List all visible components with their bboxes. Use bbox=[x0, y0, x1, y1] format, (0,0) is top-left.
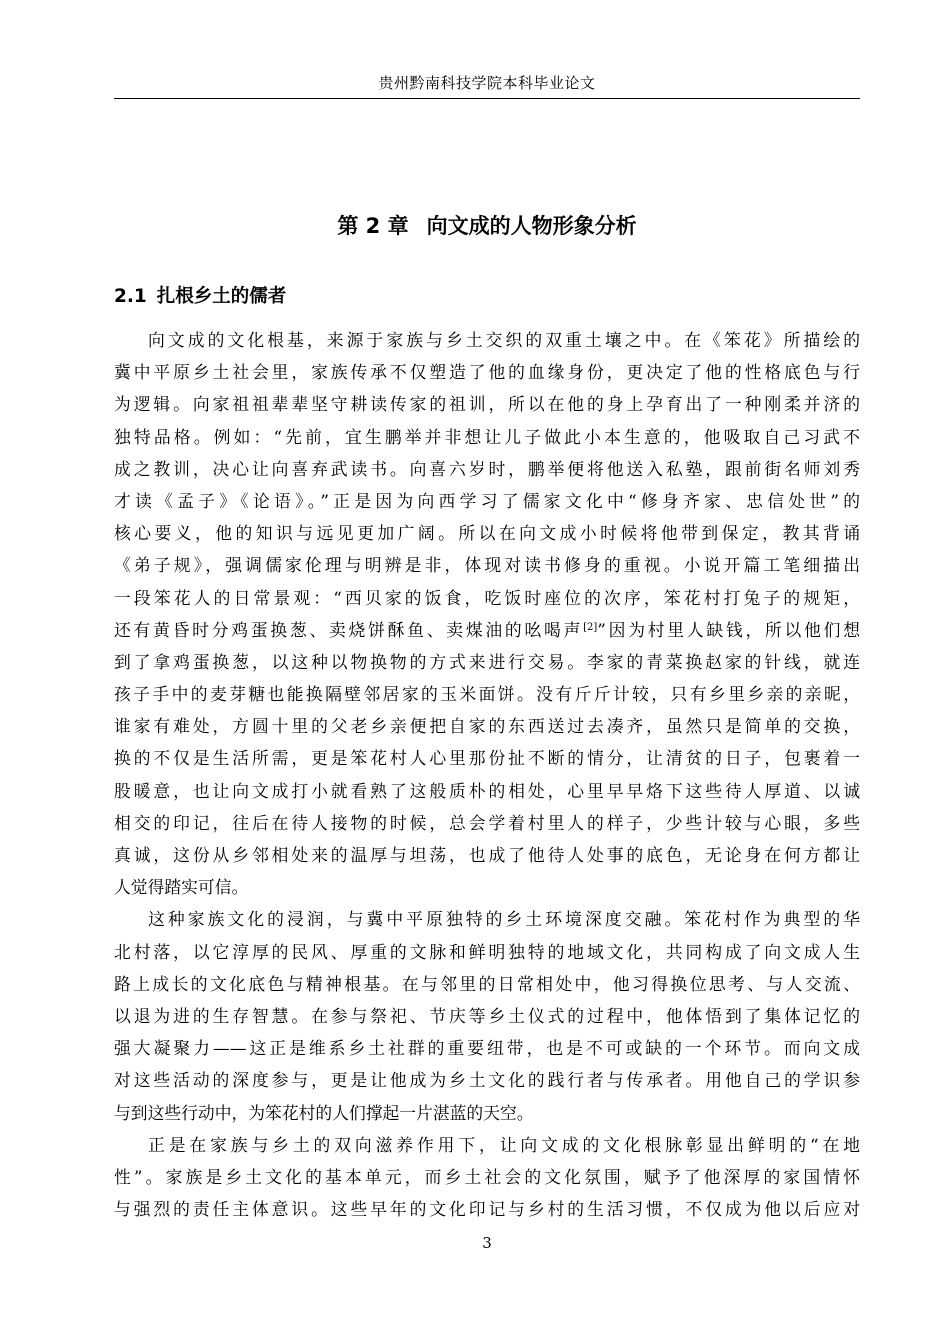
text-line: 《弟子规》，强调儒家伦理与明辨是非，体现对读书修身的重视。小说开篇工笔细描出 bbox=[114, 555, 860, 576]
running-header: 贵州黔南科技学院本科毕业论文 bbox=[378, 74, 596, 92]
text-line: 强大凝聚力——这正是维系乡土社群的重要纽带，也是不可或缺的一个环节。而向文成 bbox=[114, 1038, 860, 1059]
chapter-title bbox=[114, 210, 860, 242]
page-number: 3 bbox=[482, 1234, 492, 1252]
text-line: 真诚，这份从乡邻相处来的温厚与坦荡，也成了他待人处事的底色，无论身在何方都让 bbox=[114, 845, 860, 865]
chapter-number: 第 2 章 bbox=[337, 214, 409, 238]
text-line: 路上成长的文化底色与精神根基。在与邻里的日常相处中，他习得换位思考、与人交流、 bbox=[114, 973, 860, 994]
text-segment: ”因为村里人缺钱，所以他们想 bbox=[597, 619, 860, 640]
text-line: 到了拿鸡蛋换葱，以这种以物换物的方式来进行交易。李家的青菜换赵家的针线，就连 bbox=[114, 651, 860, 672]
paragraph-2 bbox=[114, 903, 860, 1128]
text-line: 冀中平原乡土社会里，家族传承不仅塑造了他的血缘身份，更决定了他的性格底色与行 bbox=[114, 362, 860, 383]
text-line: 核心要义，他的知识与远见更加广阔。所以在向文成小时候将他带到保定，教其背诵 bbox=[114, 523, 860, 544]
text-line: 北村落，以它淳厚的民风、厚重的文脉和鲜明独特的地域文化，共同构成了向文成人生 bbox=[114, 941, 860, 962]
body-text bbox=[114, 324, 860, 1225]
text-line: 相交的印记，往后在待人接物的时候，总会学着村里人的样子，少些计较与心眼，多些 bbox=[114, 812, 860, 833]
text-line: 成之教训，决心让向喜弃武读书。向喜六岁时，鹏举便将他送入私塾，跟前街名师刘秀 bbox=[114, 458, 860, 479]
text-line: 性”。家族是乡土文化的基本单元，而乡土社会的文化氛围，赋予了他深厚的家国情怀 bbox=[114, 1166, 860, 1187]
section-heading bbox=[114, 282, 860, 312]
text-line: 谁家有难处，方圆十里的父老乡亲便把自家的东西送过去凑齐，虽然只是简单的交换， bbox=[114, 716, 860, 737]
text-line: 为逻辑。向家祖祖辈辈坚守耕读传家的祖训，所以在他的身上孕育出了一种刚柔并济的 bbox=[114, 394, 860, 415]
paragraph-1 bbox=[114, 324, 860, 903]
text-line: 这种家族文化的浸润，与冀中平原独特的乡土环境深度交融。笨花村作为典型的华 bbox=[148, 909, 860, 930]
text-line: 才读《孟子》《论语》。”正是因为向西学习了儒家文化中“修身齐家、忠信处世”的 bbox=[114, 490, 860, 511]
paragraph-3 bbox=[114, 1129, 860, 1226]
text-line: 正是在家族与乡土的双向滋养作用下，让向文成的文化根脉彰显出鲜明的“在地 bbox=[148, 1134, 860, 1155]
text-line: 换的不仅是生活所需，更是笨花村人心里那份扯不断的情分，让清贫的日子，包裹着一 bbox=[114, 748, 860, 769]
chapter-title-text: 向文成的人物形象分析 bbox=[426, 214, 637, 238]
text-line: 与强烈的责任主体意识。这些早年的文化印记与乡村的生活习惯，不仅成为他以后应对 bbox=[114, 1199, 860, 1220]
text-line: 以退为进的生存智慧。在参与祭祀、节庆等乡土仪式的过程中，他体悟到了集体记忆的 bbox=[114, 1005, 860, 1026]
header-rule bbox=[114, 98, 860, 99]
section-number: 2.1 bbox=[114, 286, 147, 307]
text-line: 人觉得踏实可信。 bbox=[114, 877, 249, 898]
text-line: 对这些活动的深度参与，更是让他成为乡土文化的践行者与传承者。用他自己的学识参 bbox=[114, 1070, 860, 1091]
text-line: 孩子手中的麦芽糖也能换隔壁邻居家的玉米面饼。没有斤斤计较，只有乡里乡亲的亲昵， bbox=[114, 684, 860, 705]
text-line: 与到这些行动中，为笨花村的人们撑起一片湛蓝的天空。 bbox=[114, 1102, 534, 1123]
text-line: 股暖意，也让向文成打小就看熟了这般质朴的相处，心里早早烙下这些待人厚道、以诚 bbox=[114, 780, 860, 801]
text-line: 独特品格。例如：“先前，宜生鹏举并非想让儿子做此小本生意的，他吸取自己习武不 bbox=[114, 426, 860, 447]
text-line-with-citation bbox=[114, 614, 860, 646]
section-title-text: 扎根乡土的儒者 bbox=[156, 286, 287, 307]
text-segment: 还有黄昏时分鸡蛋换葱、卖烧饼酥鱼、卖煤油的吆喝声 bbox=[114, 619, 584, 640]
citation-marker: [2] bbox=[583, 621, 598, 633]
text-line: 一段笨花人的日常景观：“西贝家的饭食，吃饭时座位的次序，笨花村打兔子的规矩， bbox=[114, 587, 860, 608]
text-line: 向文成的文化根基，来源于家族与乡土交织的双重土壤之中。在《笨花》所描绘的 bbox=[148, 330, 860, 350]
